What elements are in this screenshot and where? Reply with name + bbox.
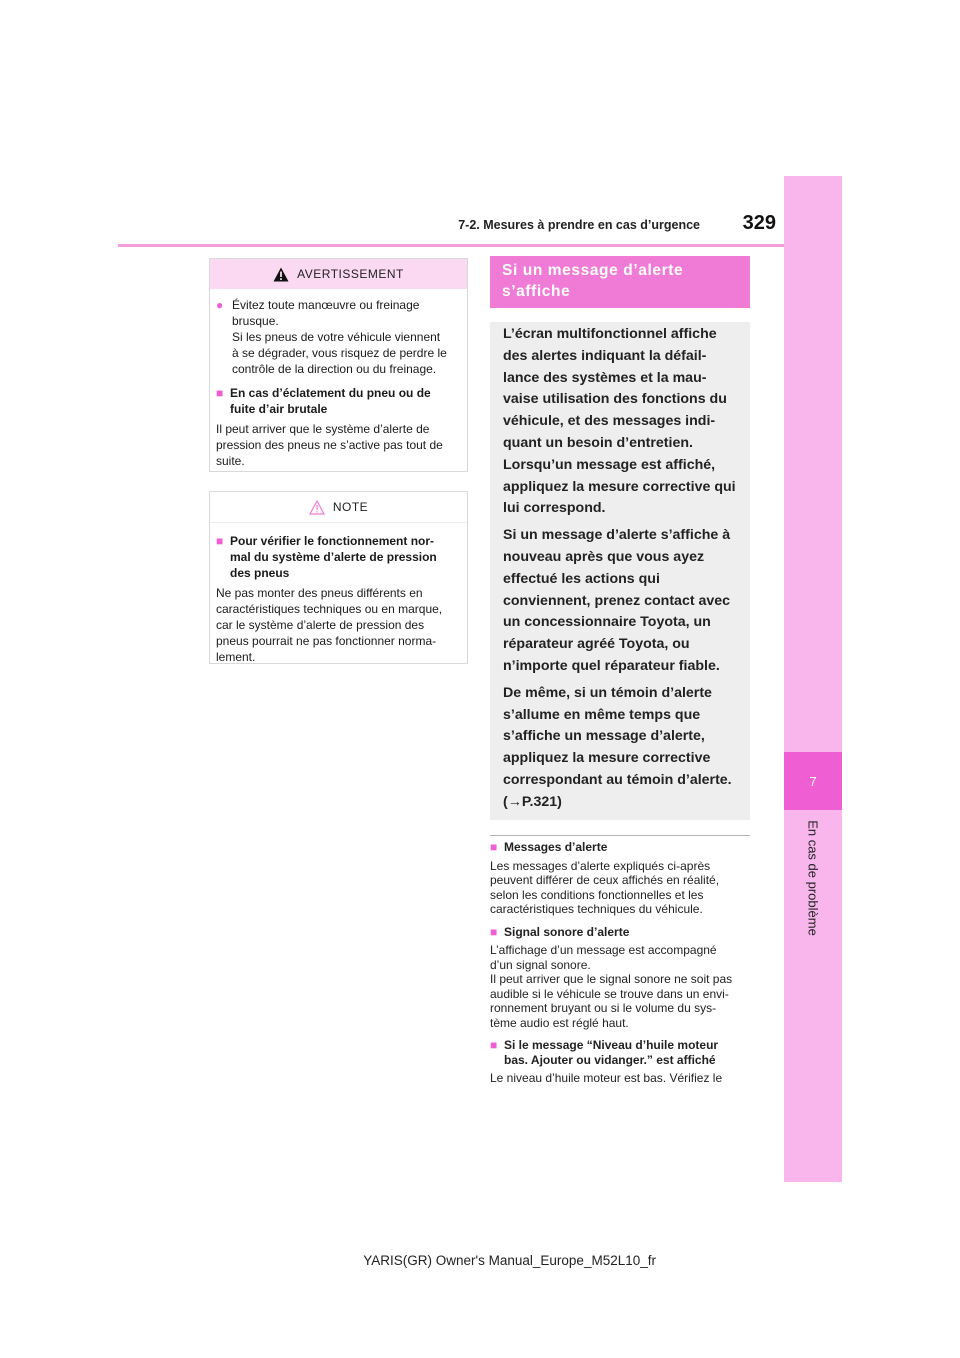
circle-bullet-icon: ● [216,298,224,312]
right-column-text [490,840,752,1086]
subsection-heading [490,925,752,940]
warning-paragraph: Il peut arriver que le système d’alerte de pression des pneus ne s’active pas tout de suite. [216,422,443,468]
subsection [490,840,752,917]
alert-banner-title: Si un message d’alerte s’affiche [502,262,684,300]
alert-section-banner [490,256,750,308]
caution-triangle-outline-icon [309,500,325,515]
summary-paragraph: Si un message d’alerte s’affiche à nouveau après que vous ayez effectué les actions qui conviennent, prenez contact avec un concessionnaire Toyota, un réparateur agréé Toyota, ou n’importe quel réparateur fiable. [503,527,731,674]
header-rule [118,244,784,247]
alert-summary-box [490,322,750,820]
note-box [209,491,468,664]
warning-box-header [210,259,467,289]
square-bullet-icon: ■ [490,924,498,939]
subsection-heading [490,1038,752,1067]
subsection-text: Les messages d’alerte expliqués ci-après peuvent différer de ceux affichés en réalité, selon les conditions fonctionnelles et les caractéristiques techniques du véhicule. [490,858,720,916]
summary-paragraph: De même, si un témoin d’alerte s’allume en même temps que s’affiche un message d’alerte, appliquez la mesure corrective correspondant au témoin d’alerte. (→P.321) [503,684,732,810]
note-paragraph: Ne pas monter des pneus différents en caractéristiques techniques ou en marque, car le système d’alerte de pression des pneus pourrait ne pas fonctionner norma- lement. [216,586,443,664]
page-number: 329 [742,212,776,234]
section-title: 7-2. Mesures à prendre en cas d’urgence [458,218,700,232]
square-bullet-icon: ■ [490,840,498,854]
warning-subheading-text: En cas d’éclatement du pneu ou de fuite d’air brutale [230,386,431,416]
chapter-title: En cas de problème [805,820,821,936]
subsection-text: Le niveau d’huile moteur est bas. Vérifiez le [490,1071,723,1085]
warning-subheading [216,385,461,417]
note-subheading-text: Pour vérifier le fonctionnement nor- mal du système d’alerte de pression des pneus [230,534,437,580]
square-bullet-icon: ■ [216,534,224,548]
warning-bullet-item [216,297,461,377]
subsection-text: L’affichage d’un message est accompagné d’un signal sonore. Il peut arriver que le signal sonore ne soit pas audible si le véhicule se trouve dans un envi- ronnement bruyant ou si le volume du sys- tème audio est réglé haut. [490,943,733,1030]
chapter-side-tab [784,176,842,1182]
summary-paragraph: L’écran multifonctionnel affiche des alertes indiquant la défail- lance des systèmes et la mau- vaise utilisation des fonctions du véhicule, et des messages indi- quant un besoin d’entretien. Lorsqu’un message est affiché, appliquez la mesure corrective qui lui correspond. [503,326,736,517]
square-bullet-icon: ■ [490,1038,498,1052]
subsection-heading-text: Messages d’alerte [504,840,608,854]
subsection-heading-text: Si le message “Niveau d’huile moteur bas. Ajouter ou vidanger.” est affiché [504,1038,719,1067]
chapter-number: 7 [784,752,842,810]
note-subheading [216,533,461,581]
subsection [490,925,752,1031]
subsection-heading [490,840,752,855]
warning-bullet-text: Évitez toute manœuvre ou freinage brusque. Si les pneus de votre véhicule viennent à se dégrader, vous risquez de perdre le contrôle de la direction ou du freinage. [232,298,447,376]
note-box-title: NOTE [332,500,369,514]
warning-box-title: AVERTISSEMENT [297,267,404,281]
warning-box [209,258,468,472]
square-bullet-icon: ■ [216,386,224,400]
subsection [490,1038,752,1086]
subsection-heading-text: Signal sonore d’alerte [504,924,630,939]
footer-manual-title: YARIS(GR) Owner's Manual_Europe_M52L10_fr [363,1253,656,1268]
note-box-header [210,492,467,523]
section-divider [490,835,750,836]
warning-triangle-icon [273,267,289,282]
